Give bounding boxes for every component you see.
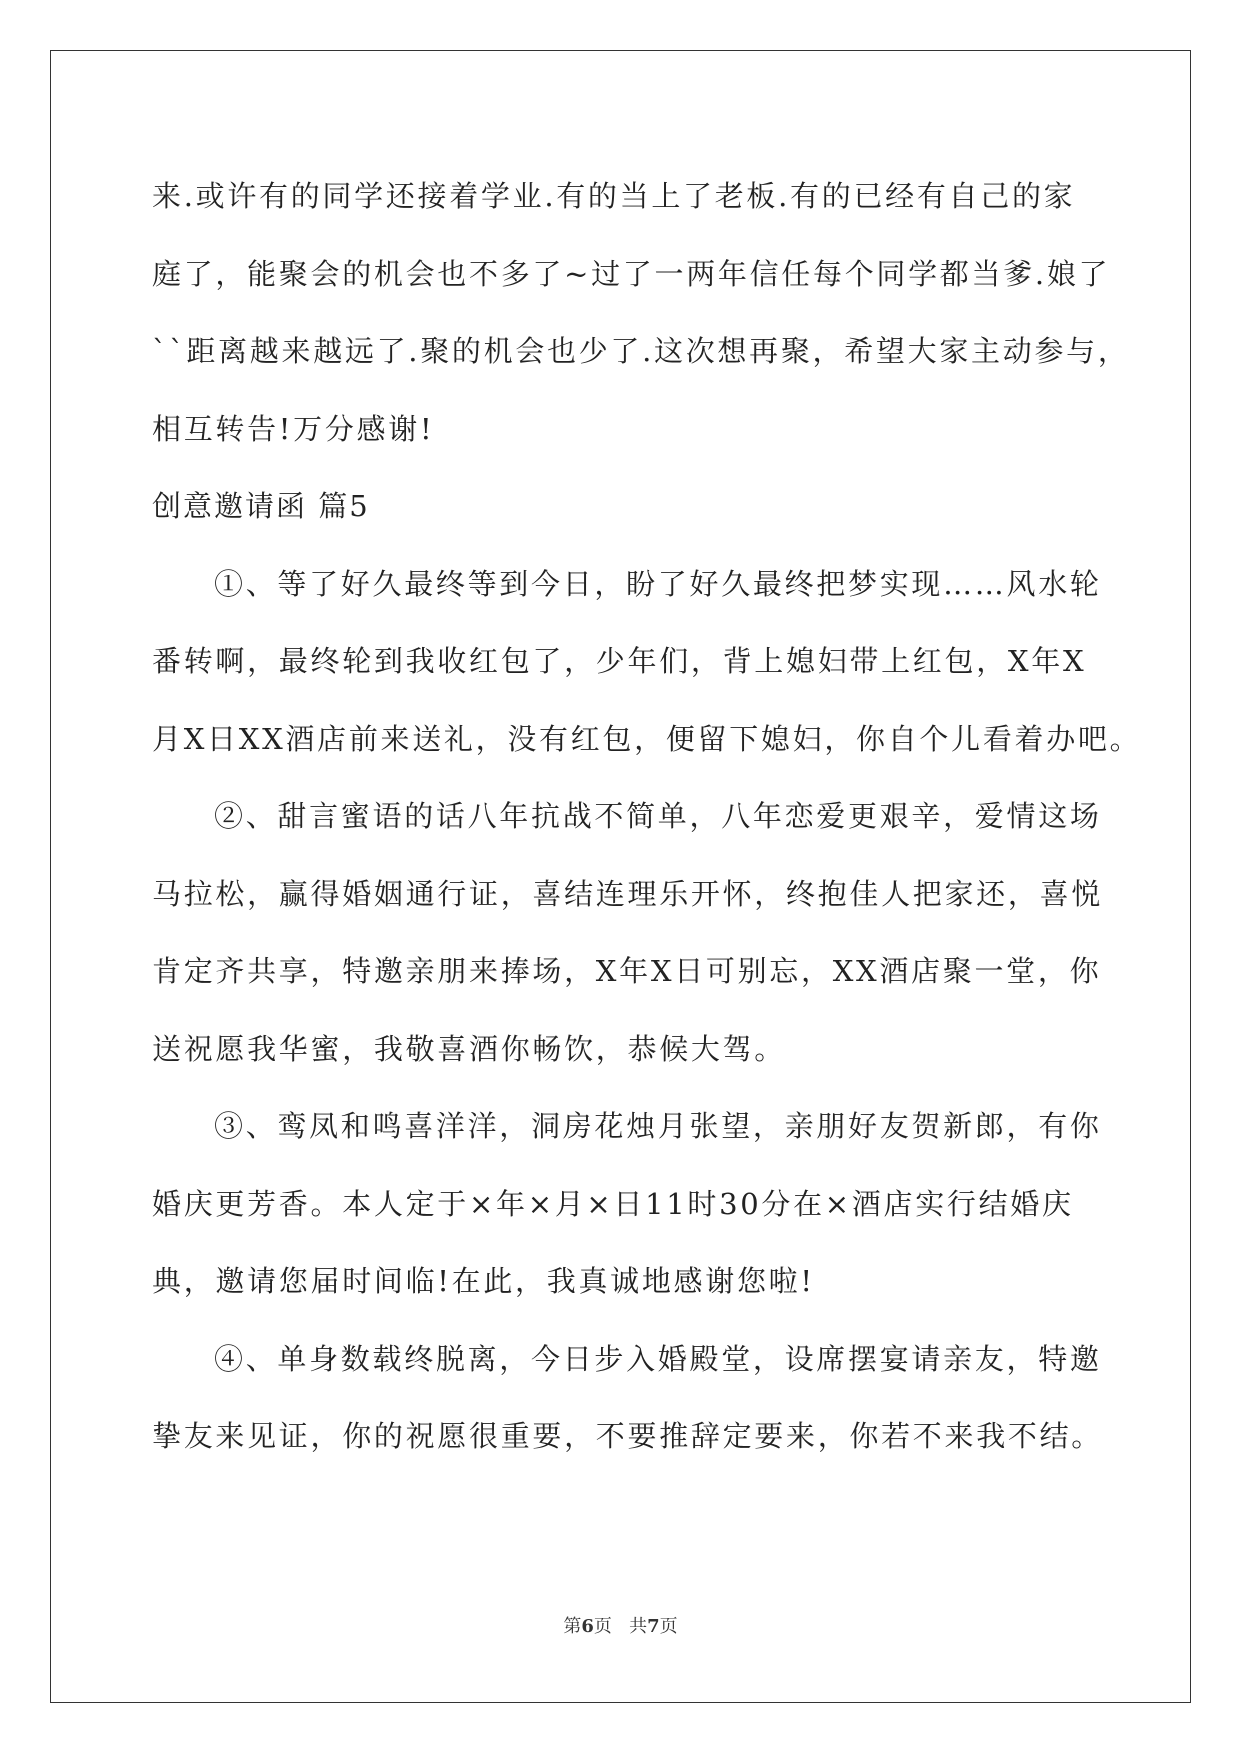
footer-prefix: 第	[563, 1616, 582, 1637]
text-line: 月X日XX酒店前来送礼，没有红包，便留下媳妇，你自个儿看着办吧。	[152, 721, 1142, 756]
footer-suffix: 页	[659, 1616, 678, 1637]
document-body	[152, 158, 1142, 1476]
paragraph-start-line: ①、等了好久最终等到今日，盼了好久最终把梦实现……风水轮	[214, 566, 1102, 601]
paragraph-start-line: ④、单身数载终脱离，今日步入婚殿堂，设席摆宴请亲友，特邀	[214, 1341, 1102, 1376]
page-footer	[0, 1612, 1241, 1638]
current-page-number: 6	[581, 1616, 594, 1637]
text-line: 来.或许有的同学还接着学业.有的当上了老板.有的已经有自己的家	[152, 179, 1076, 213]
text-line: ``距离越来越远了.聚的机会也少了.这次想再聚，希望大家主动参与，	[152, 334, 1130, 368]
text-line: 婚庆更芳香。本人定于×年×月×日11时30分在×酒店实行结婚庆	[152, 1186, 1074, 1221]
text-line: 番转啊，最终轮到我收红包了，少年们，背上媳妇带上红包，X年X	[152, 644, 1087, 678]
total-page-number: 7	[647, 1616, 660, 1637]
text-line: 挚友来见证，你的祝愿很重要，不要推辞定要来，你若不来我不结。	[152, 1419, 1104, 1453]
text-line: 送祝愿我华蜜，我敬喜酒你畅饮，恭候大驾。	[152, 1031, 787, 1066]
text-line: 肯定齐共享，特邀亲朋来捧场，X年X日可别忘，XX酒店聚一堂，你	[152, 954, 1102, 988]
text-line: 典，邀请您届时间临!在此，我真诚地感谢您啦!	[152, 1264, 815, 1298]
text-line: 相互转告!万分感谢!	[152, 411, 435, 446]
section-heading: 创意邀请函 篇5	[152, 489, 370, 523]
paragraph-start-line: ③、鸾凤和鸣喜洋洋，洞房花烛月张望，亲朋好友贺新郎，有你	[214, 1109, 1102, 1143]
text-line: 马拉松，赢得婚姻通行证，喜结连理乐开怀，终抱佳人把家还，喜悦	[152, 876, 1104, 911]
footer-middle: 页 共	[593, 1616, 648, 1637]
text-line: 庭了，能聚会的机会也不多了~过了一两年信任每个同学都当爹.娘了	[152, 256, 1111, 291]
paragraph-start-line: ②、甜言蜜语的话八年抗战不简单，八年恋爱更艰辛，爱情这场	[214, 799, 1102, 833]
